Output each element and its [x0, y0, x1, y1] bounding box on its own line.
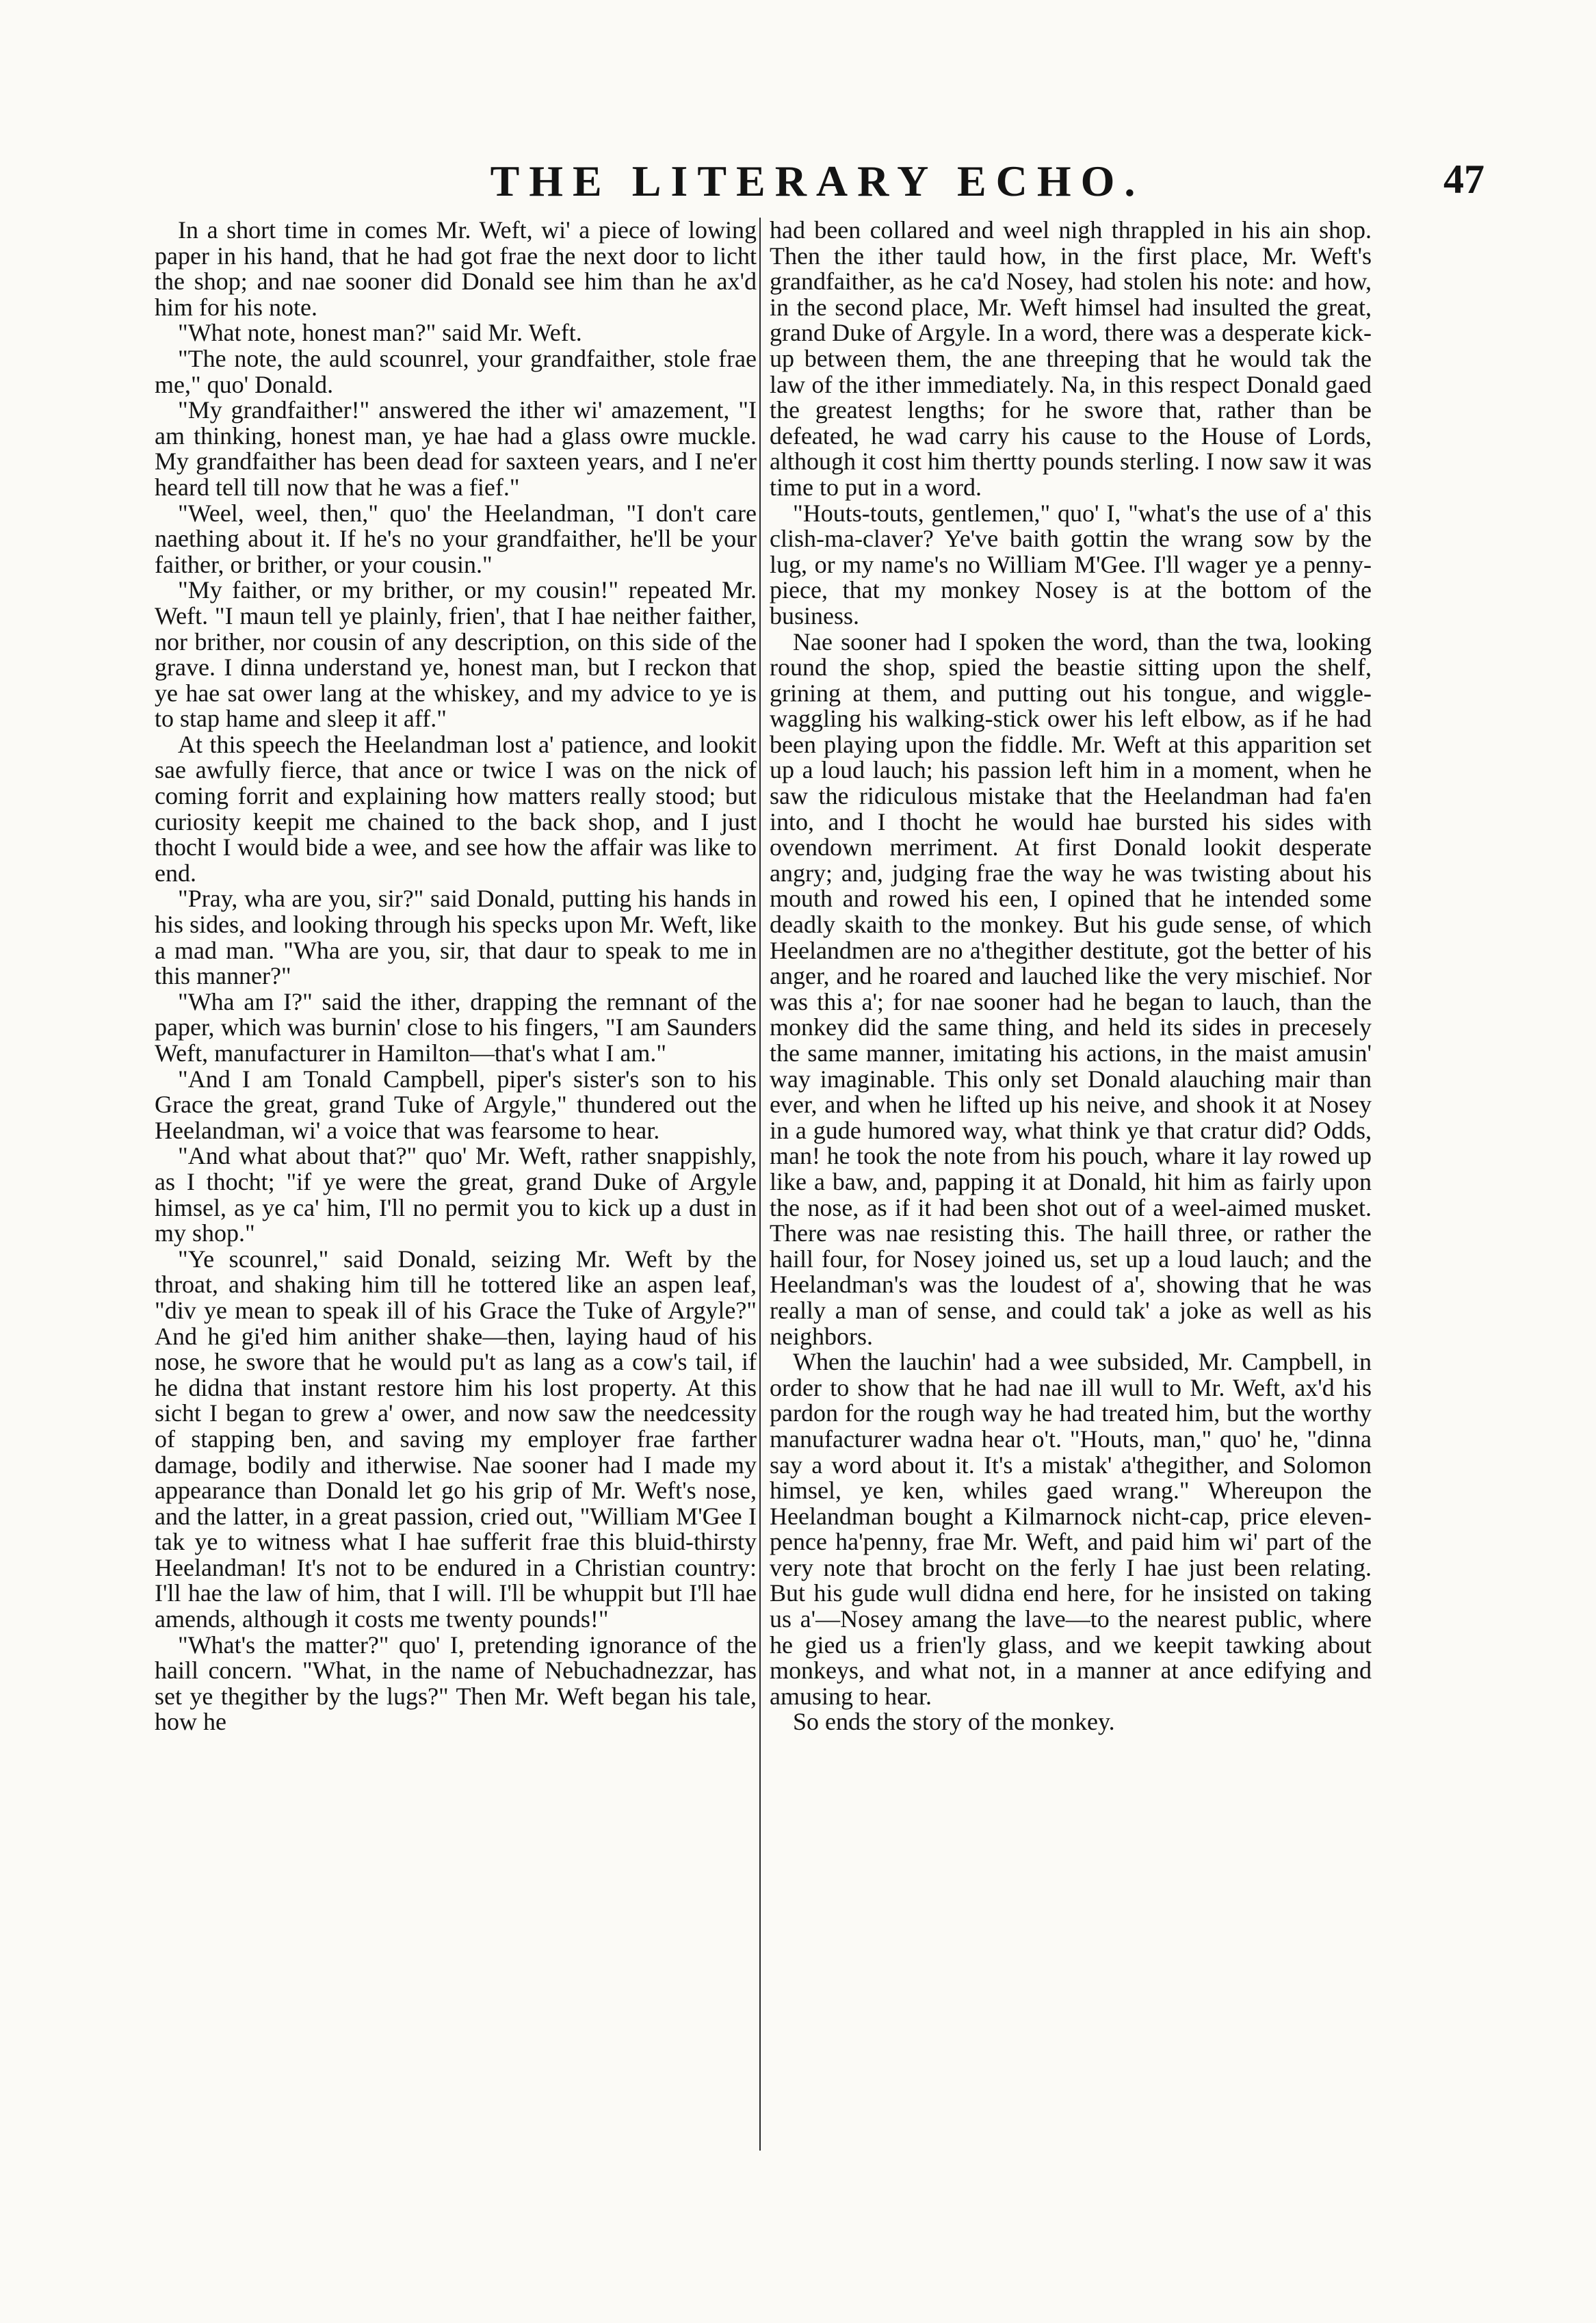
- paragraph: "Weel, weel, then," quo' the Heelandman, "I don't care naething about it. If he's no your grandfaither, he'll be your faither, or brither, or your cousin.": [155, 499, 757, 578]
- paragraph: "My faither, or my brither, or my cousin!" repeated Mr. Weft. "I maun tell ye plainly, frien', that I hae neither faither, nor brither, nor cousin of any description, on this side of the grave. I dinna understand ye, honest man, but I reckon that ye hae sat ower lang at the whiskey, and my advice to ye is to stap hame and sleep it aff.": [155, 576, 757, 733]
- paragraph: "The note, the auld scounrel, your grandfaither, stole frae me," quo' Donald.: [155, 344, 757, 398]
- paragraph: In a short time in comes Mr. Weft, wi' a piece of lowing paper in his hand, that he had got frae the next door to licht the shop; and nae sooner did Donald see him than he ax'd him for his note.: [155, 216, 757, 321]
- paragraph: At this speech the Heelandman lost a' patience, and lookit sae awfully fierce, that ance or twice I was on the nick of coming forrit and explaining how matters really stood; but curiosity keepit me chained to the back shop, and I just thocht I would bide a wee, and see how the affair was like to end.: [155, 730, 757, 887]
- right-column: [770, 218, 1372, 1735]
- page-header: [151, 156, 1484, 211]
- column-divider: [759, 218, 761, 2151]
- paragraph: When the lauchin' had a wee subsided, Mr. Campbell, in order to show that he had nae ill wull to Mr. Weft, ax'd his pardon for the rough way he had treated him, but the worthy manufacturer wadna hear o't. "Houts, man," quo' he, "dinna say a word about it. It's a mistak' a'thegither, and Solomon himsel, ye ken, whiles gaed wrang." Whereupon the Heelandman bought a Kilmarnock nicht-cap, price eleven-pence ha'penny, frae Mr. Weft, and paid him wi' part of the very note that brocht on the ferly I hae just been relating. But his gude wull didna end here, for he insisted on taking us a'—Nosey amang the lave—to the nearest public, where he gied us a frien'ly glass, and we keepit tawking about monkeys, and what not, in a manner at ance edifying and amusing to hear.: [770, 1348, 1372, 1710]
- page-number: 47: [1443, 157, 1484, 202]
- paragraph: "And what about that?" quo' Mr. Weft, rather snappishly, as I thocht; "if ye were the great, grand Duke of Argyle himsel, as ye ca' him, I'll no permit you to kick up a dust in my shop.": [155, 1142, 757, 1247]
- left-column: [155, 218, 757, 1735]
- paragraph: "Wha am I?" said the ither, drapping the remnant of the paper, which was burnin' close to his fingers, "I am Saunders Weft, manufacturer in Hamilton—that's what I am.": [155, 987, 757, 1067]
- paragraph: "What's the matter?" quo' I, pretending ignorance of the haill concern. "What, in the name of Nebuchadnezzar, has set ye thegither by the lugs?" Then Mr. Weft began his tale, how he: [155, 1631, 757, 1736]
- paragraph: had been collared and weel nigh thrappled in his ain shop. Then the ither tauld how, in the first place, Mr. Weft's grandfaither, as he ca'd Nosey, had stolen his note: and how, in the second place, Mr. Weft himsel had insulted the great, grand Duke of Argyle. In a word, there was a desperate kick-up between them, the ane threeping that he would tak the law of the ither immediately. Na, in this respect Donald gaed the greatest lengths; for he swore that, rather than be defeated, he wad carry his cause to the House of Lords, although it cost him thertty pounds sterling. I now saw it was time to put in a word.: [770, 216, 1372, 501]
- paragraph: Nae sooner had I spoken the word, than the twa, looking round the shop, spied the beastie sitting upon the shelf, grining at them, and putting out his tongue, and wiggle-waggling his walking-stick ower his left elbow, as if he had been playing upon the fiddle. Mr. Weft at this apparition set up a loud lauch; his passion left him in a moment, when he saw the ridiculous mistake that the Heelandman had fa'en into, and I thocht he would hae bursted his sides with ovendown merriment. At first Donald lookit desperate angry; and, judging frae the way he was twisting about his mouth and rowed his een, I opined that he intended some deadly skaith to the monkey. But his gude sense, of which Heelandmen are no a'thegither destitute, got the better of his anger, and he roared and lauched like the very mischief. Nor was this a'; for nae sooner had he began to lauch, than the monkey did the same thing, and held its sides in precesely the same manner, imitating his actions, in the maist amusin' way imaginable. This only set Donald alauching mair than ever, and when he lifted up his neive, and shook it at Nosey in a gude humored way, what think ye that cratur did? Odds, man! he took the note from his pouch, whare it lay rowed up like a baw, and, papping it at Donald, hit him as fairly upon the nose, as if it had been shot out of a weel-aimed musket. There was nae resisting this. The haill three, or rather the haill four, for Nosey joined us, set up a loud lauch; and the Heelandman's was the loudest of a', showing that he was really a man of sense, and could tak' a joke as well as his neighbors.: [770, 627, 1372, 1350]
- paragraph: "What note, honest man?" said Mr. Weft.: [178, 319, 582, 347]
- paragraph: "Houts-touts, gentlemen," quo' I, "what's the use of a' this clish-ma-claver? Ye've baith gottin the wrang sow by the lug, or my name's no William M'Gee. I'll wager ye a penny-piece, that my monkey Nosey is at the bottom of the business.: [770, 499, 1372, 630]
- paragraph: "My grandfaither!" answered the ither wi' amazement, "I am thinking, honest man, ye hae had a glass owre muckle. My grandfaither has been dead for saxteen years, and I ne'er heard tell till now that he was a fief.": [155, 396, 757, 501]
- paragraph: "And I am Tonald Campbell, piper's sister's son to his Grace the great, grand Tuke of Argyle," thundered out the Heelandman, wi' a voice that was fearsome to hear.: [155, 1065, 757, 1144]
- running-title: THE LITERARY ECHO.: [490, 157, 1145, 205]
- paragraph: "Ye scounrel," said Donald, seizing Mr. Weft by the throat, and shaking him till he tottered like an aspen leaf, "div ye mean to speak ill of his Grace the Tuke of Argyle?" And he gi'ed him anither shake—then, laying haud of his nose, he swore that he would pu't as lang as a cow's tail, if he didna that instant restore him his lost property. At this sicht I began to grew a' ower, and now saw the needcessity of stapping ben, and saving my employer frae farther damage, bodily and itherwise. Nae sooner had I made my appearance than Donald let go his grip of Mr. Weft's nose, and the latter, in a great passion, cried out, "William M'Gee I tak ye to witness what I hae sufferit frae this bluid-thirsty Heelandman! It's not to be endured in a Christian country: I'll hae the law of him, that I will. I'll be whuppit but I'll hae amends, although it costs me twenty pounds!": [155, 1245, 757, 1633]
- paragraph: "Pray, wha are you, sir?" said Donald, putting his hands in his sides, and looking through his specks upon Mr. Weft, like a mad man. "Wha are you, sir, that daur to speak to me in this manner?": [155, 885, 757, 990]
- paragraph: So ends the story of the monkey.: [793, 1708, 1115, 1736]
